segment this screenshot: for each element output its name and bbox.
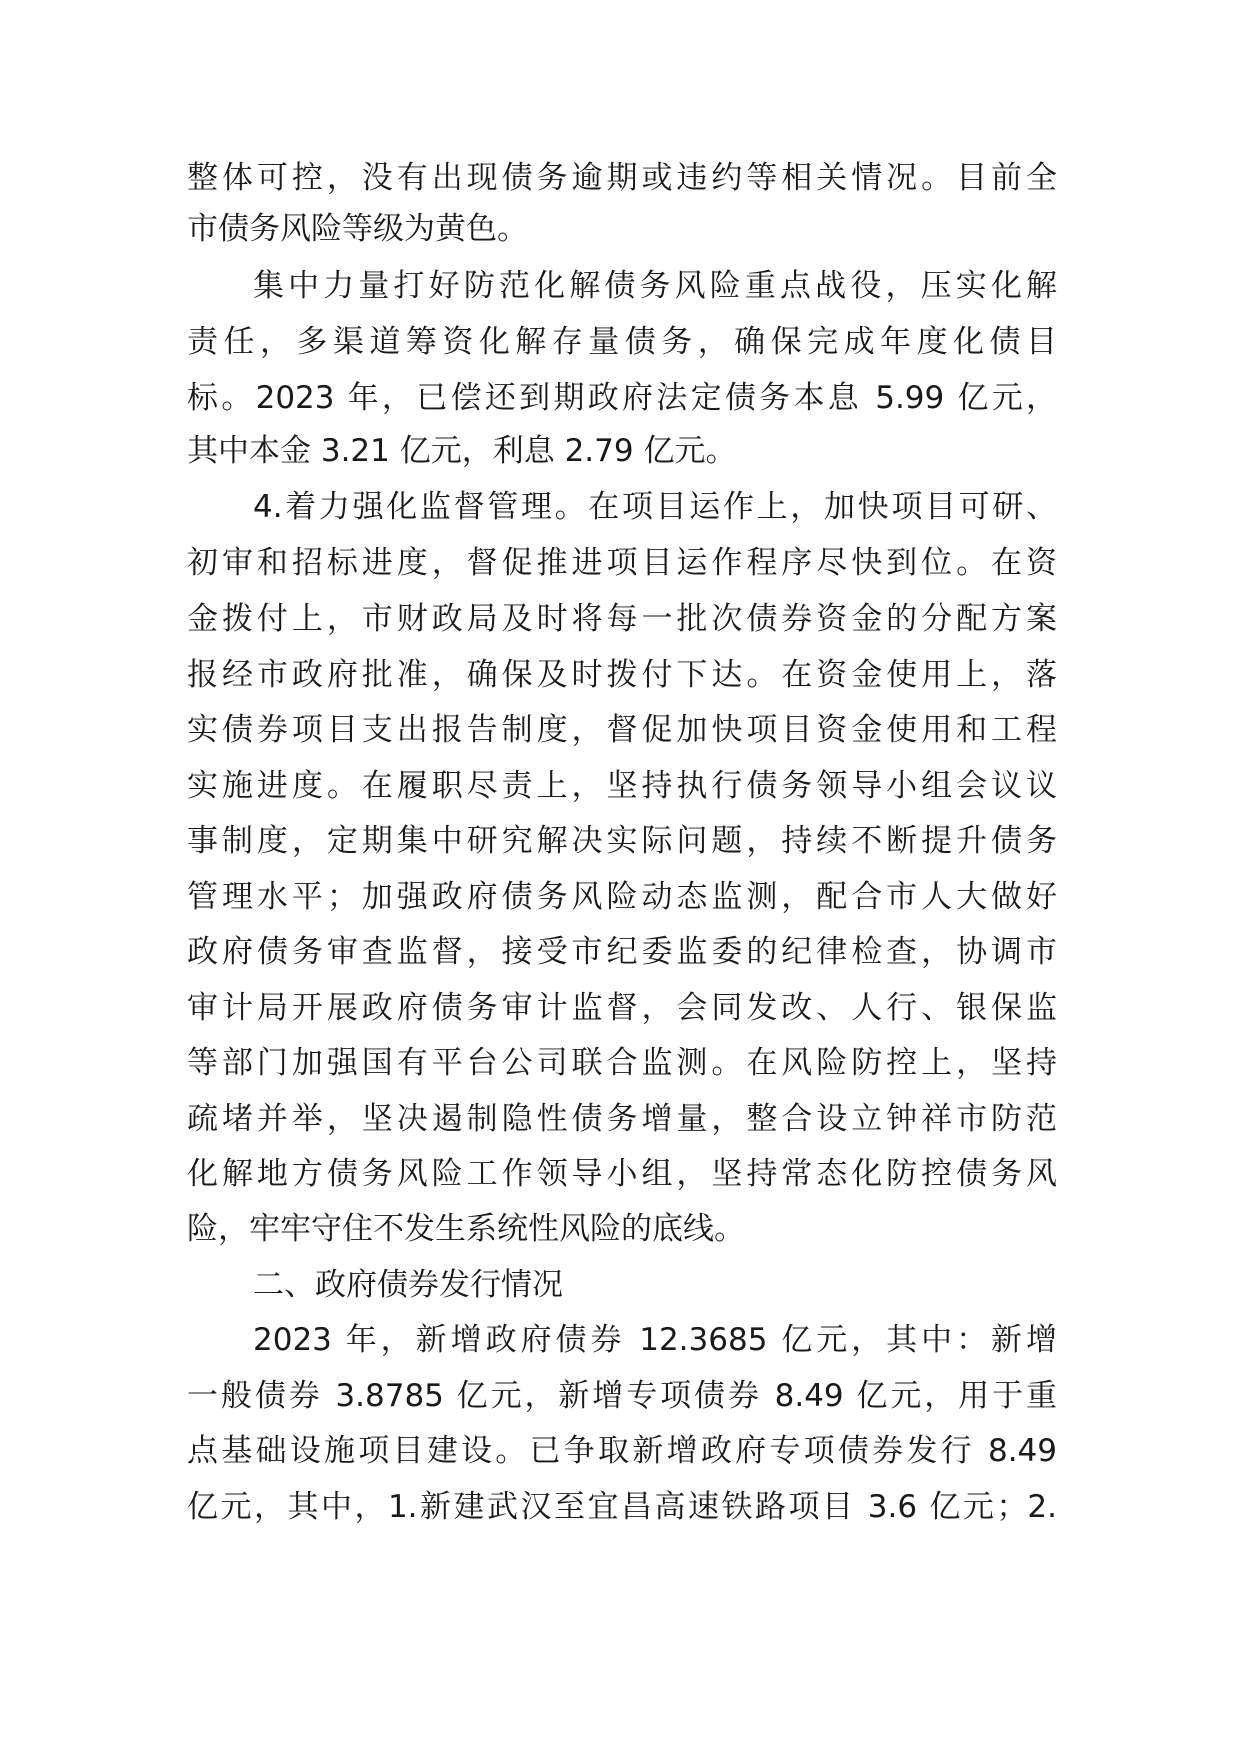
paragraph-line: 4.着力强化监督管理。在项目运作上，加快项目可研、 — [253, 489, 1057, 525]
paragraph-line: 等部门加强国有平台公司联合监测。在风险防控上，坚持 — [187, 1045, 1057, 1081]
paragraph-line: 责任，多渠道筹资化解存量债务，确保完成年度化债目 — [187, 324, 1057, 360]
paragraph-line: 点基础设施项目建设。已争取新增政府专项债券发行 8.49 — [187, 1433, 1057, 1469]
paragraph-line: 事制度，定期集中研究解决实际问题，持续不断提升债务 — [187, 823, 1057, 859]
paragraph-line: 初审和招标进度，督促推进项目运作程序尽快到位。在资 — [187, 545, 1057, 581]
paragraph-line: 亿元，其中，1.新建武汉至宜昌高速铁路项目 3.6 亿元；2. — [187, 1489, 1057, 1525]
paragraph-line: 实债券项目支出报告制度，督促加快项目资金使用和工程 — [187, 712, 1057, 748]
paragraph-line: 标。2023 年，已偿还到期政府法定债务本息 5.99 亿元， — [187, 380, 1057, 416]
paragraph-line: 管理水平；加强政府债务风险动态监测，配合市人大做好 — [187, 879, 1057, 915]
paragraph-line: 2023 年，新增政府债券 12.3685 亿元，其中：新增 — [253, 1322, 1057, 1358]
paragraph-line: 金拨付上，市财政局及时将每一批次债券资金的分配方案 — [187, 601, 1057, 637]
paragraph-line: 险，牢牢守住不发生系统性风险的底线。 — [187, 1211, 745, 1247]
paragraph-line: 化解地方债务风险工作领导小组，坚持常态化防控债务风 — [187, 1156, 1057, 1192]
paragraph-line: 整体可控，没有出现债务逾期或违约等相关情况。目前全 — [187, 160, 1057, 196]
paragraph-line: 政府债务审查监督，接受市纪委监委的纪律检查，协调市 — [187, 934, 1057, 970]
paragraph-line: 其中本金 3.21 亿元，利息 2.79 亿元。 — [187, 433, 737, 469]
paragraph-line: 审计局开展政府债务审计监督，会同发改、人行、银保监 — [187, 990, 1057, 1026]
section-heading: 二、政府债券发行情况 — [253, 1267, 563, 1303]
paragraph-line: 疏堵并举，坚决遏制隐性债务增量，整合设立钟祥市防范 — [187, 1101, 1057, 1137]
paragraph-line: 实施进度。在履职尽责上，坚持执行债务领导小组会议议 — [187, 768, 1057, 804]
paragraph-line: 集中力量打好防范化解债务风险重点战役，压实化解 — [253, 268, 1057, 304]
paragraph-line: 市债务风险等级为黄色。 — [187, 211, 528, 247]
paragraph-line: 报经市政府批准，确保及时拨付下达。在资金使用上，落 — [187, 657, 1057, 693]
paragraph-line: 一般债券 3.8785 亿元，新增专项债券 8.49 亿元，用于重 — [187, 1378, 1057, 1414]
